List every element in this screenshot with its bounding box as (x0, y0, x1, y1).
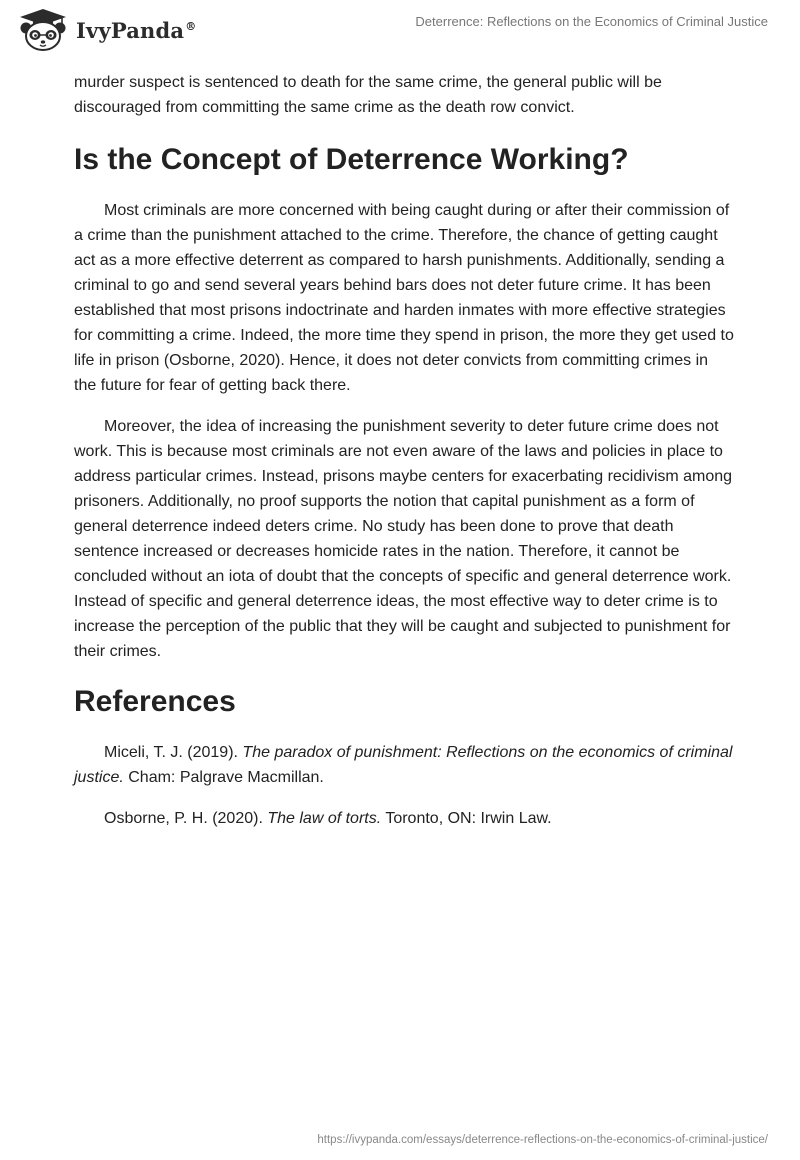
body-paragraph-2: Moreover, the idea of increasing the punishment severity to deter future crime does not work. This is because most criminals are not even aware of the laws and policies in place to address particular crimes. Instead, prisons maybe centers for exacerbating recidivism among prisoners. Additionally, no proof supports the notion that capital punishment as a form of general deterrence indeed deters crime. No study has been done to prove that death sentence increased or decreases homicide rates in the nation. Therefore, it cannot be concluded without an iota of doubt that the concepts of specific and general deterrence work. Instead of specific and general deterrence ideas, the most effective way to deter crime is to increase the perception of the public that they will be caught and subjected to punishment for their crimes. (74, 418, 733, 660)
brand-name: IvyPanda® (76, 17, 197, 43)
reference-authors: Osborne, P. H. (2020). (104, 810, 268, 827)
document-title: Deterrence: Reflections on the Economics of Criminal Justice (415, 14, 768, 29)
registered-mark: ® (185, 19, 197, 33)
reference-publisher: Toronto, ON: Irwin Law. (381, 810, 552, 827)
reference-title: The law of torts. (267, 810, 382, 827)
reference-title: The paradox of punishment: Reflections on the economics of criminal justice. (74, 744, 733, 786)
reference-authors: Miceli, T. J. (2019). (104, 744, 243, 761)
reference-item (74, 806, 734, 831)
references-list (74, 740, 734, 831)
references-heading: References (74, 685, 236, 718)
body-paragraph-1: Most criminals are more concerned with being caught during or after their commission of a crime than the punishment attached to the crime. Therefore, the chance of getting caught act as a more effective deterrent as compared to harsh punishments. Additionally, sending a criminal to go and send several years behind bars does not deter future crime. It has been established that most prisons indoctrinate and harden inmates with more effective strategies for committing a crime. Indeed, the more time they spend in prison, the more they get used to life in prison (Osborne, 2020). Hence, it does not deter convicts from committing crimes in the future for fear of getting back there. (74, 202, 734, 394)
section-heading: Is the Concept of Deterrence Working? (74, 143, 629, 176)
page-header (0, 0, 800, 64)
reference-publisher: Cham: Palgrave Macmillan. (123, 769, 324, 786)
footer-source-url[interactable]: https://ivypanda.com/essays/deterrence-reflections-on-the-economics-of-criminal-justice/ (317, 1134, 768, 1146)
brand-logo[interactable] (14, 8, 196, 52)
essay-content (74, 70, 734, 831)
panda-graduate-logo-icon (14, 8, 72, 52)
intro-continuation: murder suspect is sentenced to death for the same crime, the general public will be discouraged from committing the same crime as the death row convict. (74, 74, 662, 116)
reference-item (74, 740, 734, 790)
